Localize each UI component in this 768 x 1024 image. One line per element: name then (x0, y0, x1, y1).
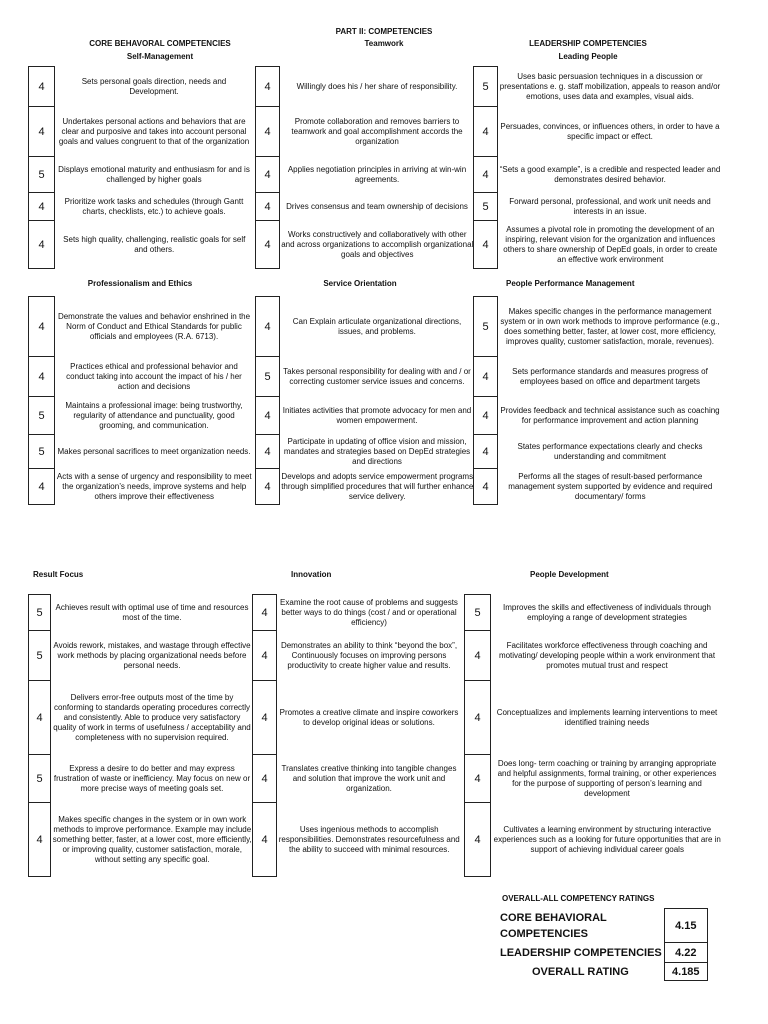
table-row (256, 357, 475, 397)
table-row (29, 357, 254, 397)
table-row (465, 631, 724, 681)
competency-indicator: Participate in updating of office vision and mission, mandates and strategies based on DepEd strategies and directions (283, 436, 471, 466)
rating-score: 4 (465, 631, 491, 681)
section-title-service-orientation: Service Orientation (323, 279, 397, 288)
rating-score: 5 (29, 595, 51, 631)
section-title-innovation: Innovation (291, 570, 332, 579)
rating-score: 4 (474, 357, 498, 397)
competency-indicator: Persuades, convinces, or influences others, in order to have a specific impact or effect. (500, 121, 720, 141)
people-development-table (464, 594, 724, 877)
overall-row-leadership (498, 943, 707, 963)
competency-indicator: Demonstrates an ability to think “beyond the box”, Continuously focuses on improving persons productivity to create higher value and results. (280, 640, 458, 670)
competency-indicator: “Sets a good example”, is a credible and respected leader and demonstrates desired behavior. (499, 164, 721, 184)
table-row (465, 755, 724, 803)
rating-score: 4 (29, 357, 55, 397)
competency-indicator: Does long- term coaching or training by arranging appropriate and helpful assignments, formal training, or other experiences for the purpose of supporting of person’s learning and development (497, 758, 717, 798)
table-row (474, 193, 723, 221)
rating-score: 4 (29, 221, 55, 269)
service-orientation-table (255, 296, 475, 505)
competency-indicator: Develops and adopts service empowerment programs through simplified procedures that will further enhance service delivery. (281, 471, 474, 501)
table-row (29, 681, 254, 755)
table-row (29, 107, 254, 157)
result-focus-table (28, 594, 254, 877)
table-row (474, 435, 723, 469)
rating-score: 5 (29, 157, 55, 193)
table-row (474, 297, 723, 357)
rating-score: 4 (474, 397, 498, 435)
rating-score: 4 (256, 435, 280, 469)
table-row (253, 681, 462, 755)
rating-score: 4 (256, 107, 280, 157)
competency-indicator: Makes personal sacrifices to meet organization needs. (57, 446, 251, 456)
table-row (465, 681, 724, 755)
table-row (474, 157, 723, 193)
overall-ratings-table (498, 908, 708, 981)
table-row (256, 67, 475, 107)
rating-score: 4 (253, 631, 277, 681)
overall-row-core (498, 909, 707, 943)
table-row (29, 595, 254, 631)
table-row (474, 107, 723, 157)
section-title-self-management: Self-Management (126, 52, 194, 61)
rating-score: 5 (29, 397, 55, 435)
table-row (29, 803, 254, 877)
overall-value: 4.22 (664, 943, 707, 963)
competency-indicator: Facilitates workforce effectiveness through coaching and motivating/ developing people within a work environment that promotes mutual trust and respect (498, 640, 716, 670)
competency-indicator: Makes specific changes in the system or in own work methods to improve performance. Example may include something better, faster, at a lower cost, more efficiently, or improving quality, customer satisfaction, morale, without setting any specific goal. (52, 814, 252, 864)
table-row (256, 297, 475, 357)
teamwork-table (255, 66, 475, 269)
rating-score: 4 (474, 157, 498, 193)
table-row (253, 631, 462, 681)
leadership-competencies-header: LEADERSHIP COMPETENCIES (529, 39, 647, 48)
people-performance-table (473, 296, 723, 505)
table-row (474, 67, 723, 107)
overall-label: CORE BEHAVIORAL COMPETENCIES (500, 911, 607, 940)
rating-score: 4 (465, 755, 491, 803)
table-row (253, 755, 462, 803)
table-row (29, 67, 254, 107)
section-title-teamwork: Teamwork (364, 39, 404, 48)
overall-value: 4.15 (664, 909, 707, 943)
table-row (465, 803, 724, 877)
rating-score: 4 (465, 681, 491, 755)
competency-indicator: Delivers error-free outputs most of the time by conforming to standards operating procedures correctly and consistently. Able to produce very satisfactory quality of work in terms of usefulness / acceptability and completeness with no supervision required. (53, 692, 251, 742)
competency-indicator: States performance expectations clearly and checks understanding and commitment (517, 441, 703, 461)
rating-score: 4 (256, 157, 280, 193)
rating-score: 4 (253, 803, 277, 877)
table-row (253, 595, 462, 631)
competency-indicator: Displays emotional maturity and enthusiasm for and is challenged by higher goals (58, 164, 250, 184)
competency-indicator: Performs all the stages of result-based performance management system supported by evidence and required documentary/ forms (508, 471, 713, 501)
competency-indicator: Provides feedback and technical assistance such as coaching for performance improvement and action planning (500, 405, 720, 425)
competency-indicator: Examine the root cause of problems and suggests better ways to do things (cost / and or operational efficiency) (280, 597, 458, 627)
competency-indicator: Practices ethical and professional behavior and conduct taking into account the impact of his / her action and decisions (66, 361, 242, 391)
competency-indicator: Sets personal goals direction, needs and Development. (81, 76, 227, 96)
table-row (256, 221, 475, 269)
table-row (465, 595, 724, 631)
rating-score: 4 (29, 297, 55, 357)
competency-indicator: Cultivates a learning environment by structuring interactive experiences such as a looking for future opportunities that are in support of achieving individual career goals (493, 824, 721, 854)
rating-score: 4 (29, 803, 51, 877)
competency-indicator: Sets performance standards and measures progress of employees based on office and department targets (512, 366, 708, 386)
rating-score: 4 (256, 67, 280, 107)
competency-indicator: Initiates activities that promote advocacy for men and women empowerment. (282, 405, 472, 425)
rating-score: 4 (29, 469, 55, 505)
competency-indicator: Demonstrate the values and behavior enshrined in the Norm of Conduct and Ethical Standards for public officials and employees (R.A. 6713). (57, 311, 251, 341)
table-row (256, 397, 475, 435)
competency-indicator: Drives consensus and team ownership of decisions (286, 201, 468, 211)
section-title-result-focus: Result Focus (33, 570, 84, 579)
table-row (474, 357, 723, 397)
table-row (474, 469, 723, 505)
table-row (29, 297, 254, 357)
table-row (29, 157, 254, 193)
rating-score: 5 (474, 67, 498, 107)
overall-label: LEADERSHIP COMPETENCIES (500, 946, 662, 959)
competency-indicator: Promotes a creative climate and inspire coworkers to develop original ideas or solutions. (279, 707, 459, 727)
overall-ratings-title: OVERALL-ALL COMPETENCY RATINGS (502, 894, 655, 903)
rating-score: 4 (474, 469, 498, 505)
rating-score: 5 (29, 755, 51, 803)
competency-indicator: Conceptualizes and implements learning interventions to meet identified training needs (496, 707, 718, 727)
competency-indicator: Maintains a professional image: being trustworthy, regularity of attendance and punctuality, good grooming, and communication. (65, 400, 243, 430)
competency-indicator: Acts with a sense of urgency and responsibility to meet the organization’s needs, improve systems and help others improve their effectiveness (56, 471, 252, 501)
rating-score: 4 (29, 107, 55, 157)
leading-people-table (473, 66, 723, 269)
competency-indicator: Undertakes personal actions and behaviors that are clear and purposive and takes into account personal goals and values congruent to that of the organization (58, 116, 250, 146)
competency-indicator: Forward personal, professional, and work unit needs and interests in an issue. (509, 196, 711, 216)
core-competencies-header: CORE BEHAVORAL COMPETENCIES (89, 39, 231, 48)
competency-indicator: Applies negotiation principles in arriving at win-win agreements. (287, 164, 467, 184)
table-row (29, 631, 254, 681)
self-management-table (28, 66, 254, 269)
section-title-people-development: People Development (530, 570, 609, 579)
competency-indicator: Willingly does his / her share of responsibility. (296, 81, 458, 91)
overall-row-total (498, 963, 707, 981)
competency-indicator: Can Explain articulate organizational directions, issues, and problems. (292, 316, 462, 336)
table-row (29, 397, 254, 435)
rating-score: 4 (256, 193, 280, 221)
competency-indicator: Uses basic persuasion techniques in a discussion or presentations e. g. staff mobilization, appeals to reason and/or emotions, uses data and examples, visual aids. (499, 71, 721, 101)
competency-indicator: Translates creative thinking into tangible changes and solution that improve the work unit and organization. (281, 763, 457, 793)
table-row (256, 157, 475, 193)
rating-score: 4 (256, 397, 280, 435)
rating-score: 5 (474, 297, 498, 357)
rating-score: 5 (474, 193, 498, 221)
competency-indicator: Achieves result with optimal use of time and resources most of the time. (55, 602, 249, 622)
table-row (29, 221, 254, 269)
competency-indicator: Avoids rework, mistakes, and wastage through effective work methods by placing organizational needs before personal needs. (53, 640, 251, 670)
rating-score: 5 (29, 435, 55, 469)
competency-indicator: Prioritize work tasks and schedules (through Gantt charts, checklists, etc.) to achieve goals. (64, 196, 244, 216)
rating-score: 4 (253, 755, 277, 803)
table-row (474, 221, 723, 269)
competency-indicator: Promote collaboration and removes barriers to teamwork and goal accomplishment accords the organization (291, 116, 463, 146)
section-title-people-performance: People Performance Management (506, 279, 635, 288)
rating-score: 5 (256, 357, 280, 397)
rating-score: 4 (256, 221, 280, 269)
table-row (256, 469, 475, 505)
table-row (256, 435, 475, 469)
competency-indicator: Uses ingenious methods to accomplish responsibilities. Demonstrates resourcefulness and the ability to succeed with minimal resources. (278, 824, 460, 854)
rating-score: 4 (256, 297, 280, 357)
rating-score: 4 (253, 681, 277, 755)
table-row (256, 107, 475, 157)
overall-value: 4.185 (664, 963, 707, 981)
section-title-leading-people: Leading People (558, 52, 618, 61)
table-row (253, 803, 462, 877)
professionalism-table (28, 296, 254, 505)
table-row (29, 755, 254, 803)
competency-indicator: Takes personal responsibility for dealing with and / or correcting customer service issues and concerns. (283, 366, 471, 386)
rating-score: 4 (474, 435, 498, 469)
competency-indicator: Works constructively and collaboratively with other and across organizations to accomplish organizational goals and objectives (281, 229, 474, 259)
table-row (29, 435, 254, 469)
rating-score: 4 (253, 595, 277, 631)
competency-indicator: Assumes a pivotal role in promoting the development of an inspiring, relevant vision for the organization and influences others to share ownership of DepEd goals, in order to create an effective work environment (503, 224, 718, 264)
table-row (29, 469, 254, 505)
table-row (256, 193, 475, 221)
innovation-table (252, 594, 462, 877)
competency-indicator: Express a desire to do better and may express frustration of waste or inefficiency. May focus on new or more precise ways of meeting goals set. (53, 763, 251, 793)
rating-score: 4 (29, 193, 55, 221)
rating-score: 4 (29, 681, 51, 755)
rating-score: 4 (465, 803, 491, 877)
rating-score: 5 (465, 595, 491, 631)
page-title: PART II: COMPETENCIES (335, 27, 433, 36)
competency-indicator: Sets high quality, challenging, realistic goals for self and others. (63, 234, 246, 254)
table-row (29, 193, 254, 221)
rating-score: 4 (474, 107, 498, 157)
rating-score: 5 (29, 631, 51, 681)
table-row (474, 397, 723, 435)
competency-indicator: Makes specific changes in the performance management system or in own work methods to improve performance (e.g., does something better, faster, at lower cost, more efficiency, improves quality, customer satisfaction, morale, revenues). (500, 306, 720, 346)
rating-score: 4 (256, 469, 280, 505)
rating-score: 4 (474, 221, 498, 269)
overall-label: OVERALL RATING (532, 965, 629, 978)
section-title-professionalism: Professionalism and Ethics (87, 279, 193, 288)
competency-indicator: Improves the skills and effectiveness of individuals through employing a range of development strategies (503, 602, 711, 622)
rating-score: 4 (29, 67, 55, 107)
